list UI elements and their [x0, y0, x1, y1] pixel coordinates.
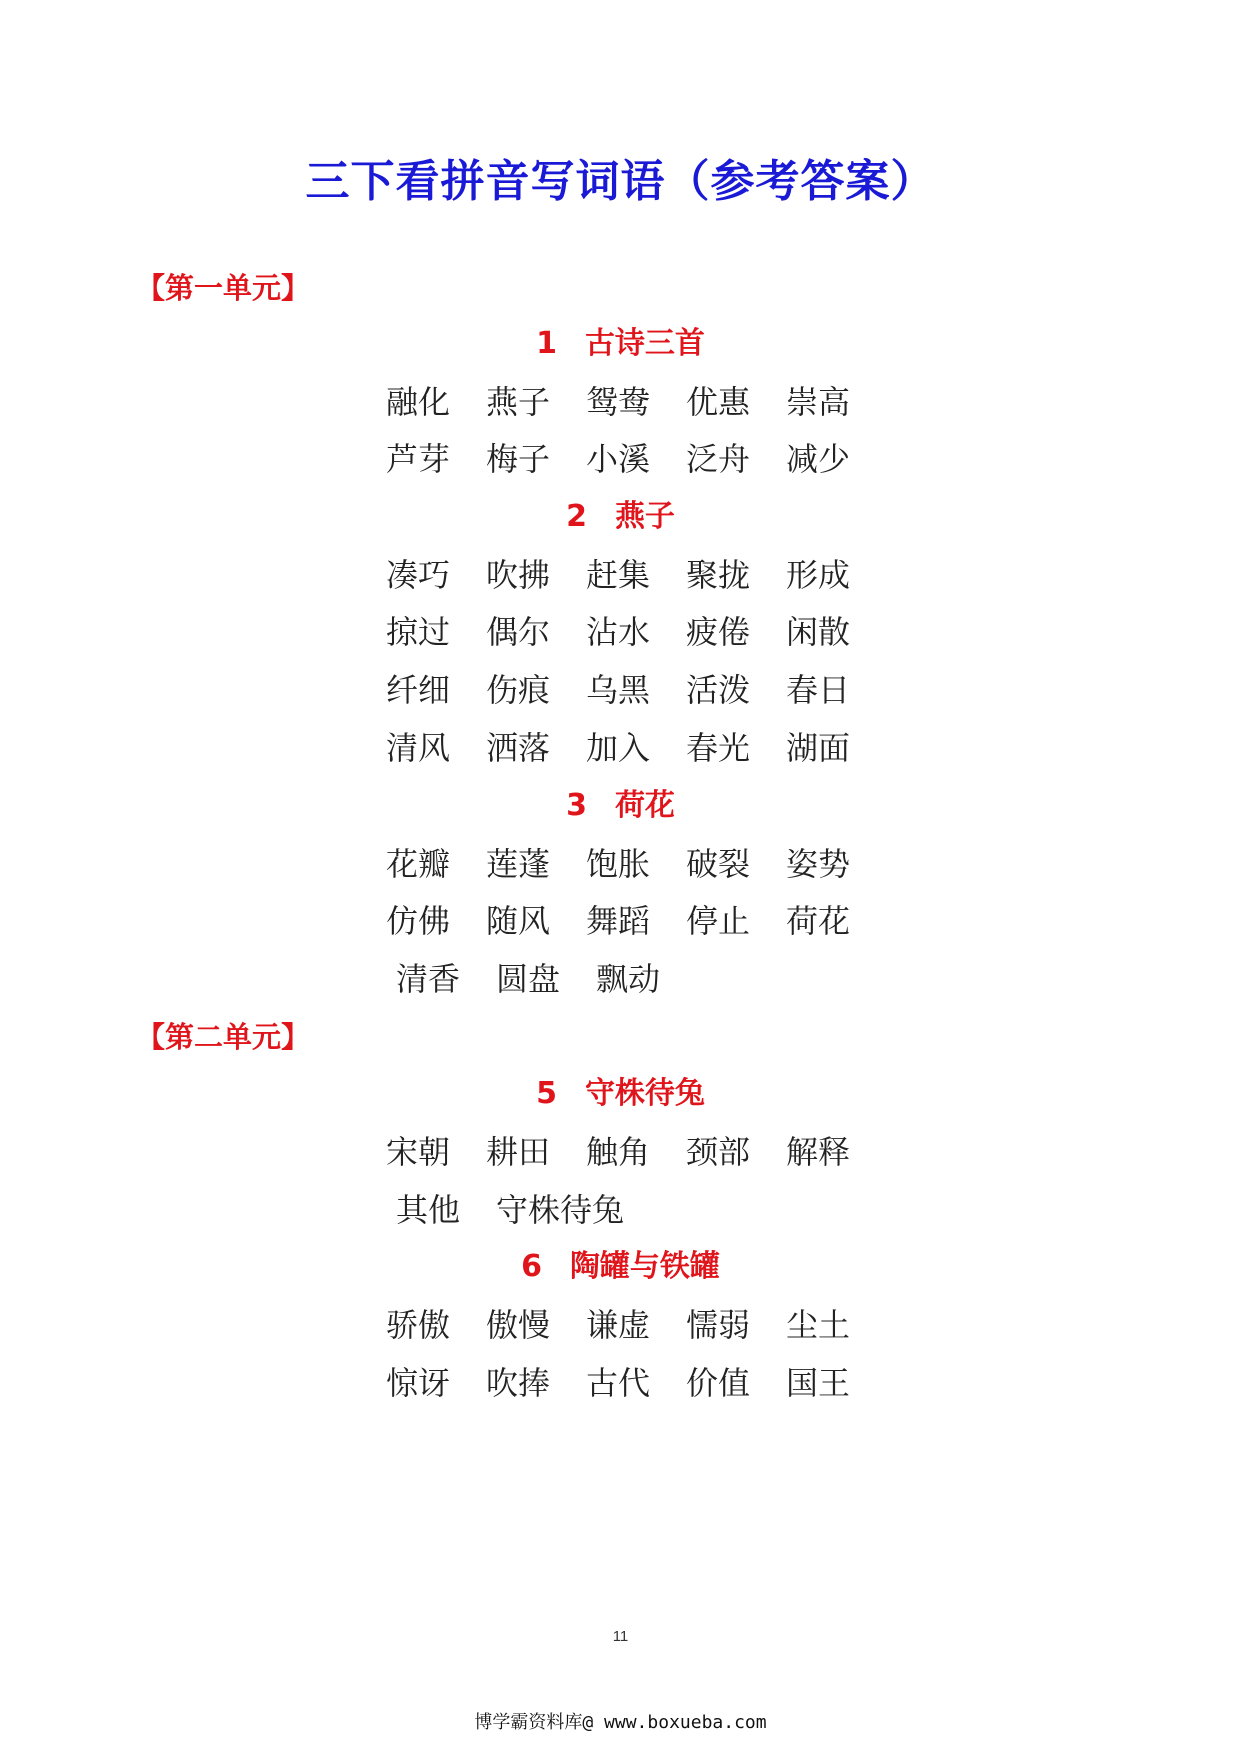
- word-row: [386, 899, 886, 943]
- page-title: 三下看拼音写词语（参考答案）: [305, 156, 936, 207]
- word: 形成: [786, 556, 851, 594]
- word: 价值: [686, 1364, 751, 1402]
- word: 古代: [586, 1364, 651, 1402]
- lesson-name: 燕子: [614, 499, 675, 534]
- word: 触角: [586, 1133, 651, 1171]
- lesson-heading: [0, 1247, 1241, 1287]
- word: 清香: [396, 960, 461, 998]
- word: 姿势: [786, 845, 851, 883]
- page-number: 11: [612, 1628, 629, 1645]
- word: 仿佛: [386, 902, 451, 940]
- word: 随风: [486, 902, 551, 940]
- word: 破裂: [686, 845, 751, 883]
- word: 颈部: [686, 1133, 751, 1171]
- word: 活泼: [686, 671, 751, 709]
- word: 湖面: [786, 729, 851, 767]
- word: 融化: [386, 383, 451, 421]
- word: 骄傲: [386, 1306, 451, 1344]
- word: 饱胀: [586, 845, 651, 883]
- lesson-heading: [0, 324, 1241, 364]
- word: 崇高: [786, 383, 851, 421]
- word: 舞蹈: [586, 902, 651, 940]
- unit-heading: 【第二单元】: [136, 1020, 311, 1054]
- word: 吹捧: [486, 1364, 551, 1402]
- word: 解释: [786, 1133, 851, 1171]
- lesson-heading: [0, 1074, 1241, 1114]
- word: 闲散: [786, 613, 851, 651]
- word-row: [386, 380, 886, 424]
- word: 荷花: [786, 902, 851, 940]
- unit-heading: 【第一单元】: [136, 271, 311, 305]
- word-row: [386, 726, 886, 770]
- word: 小溪: [586, 440, 651, 478]
- lesson-heading: [0, 497, 1241, 537]
- word: 圆盘: [496, 960, 561, 998]
- word: 宋朝: [386, 1133, 451, 1171]
- word: 尘土: [786, 1306, 851, 1344]
- word: 梅子: [486, 440, 551, 478]
- word: 清风: [386, 729, 451, 767]
- word-row: [386, 1130, 886, 1174]
- word: 国王: [786, 1364, 851, 1402]
- lesson-name: 陶罐与铁罐: [569, 1249, 720, 1284]
- lesson-name: 荷花: [614, 788, 675, 823]
- word: 沾水: [586, 613, 651, 651]
- word: 莲蓬: [486, 845, 551, 883]
- word: 懦弱: [686, 1306, 751, 1344]
- word: 掠过: [386, 613, 451, 651]
- word: 其他: [396, 1191, 461, 1229]
- word: 鸳鸯: [586, 383, 651, 421]
- word: 停止: [686, 902, 751, 940]
- word: 守株待兔: [496, 1191, 625, 1229]
- word: 赶集: [586, 556, 651, 594]
- word: 吹拂: [486, 556, 551, 594]
- lesson-number: 1: [536, 326, 557, 361]
- lesson-name: 守株待兔: [584, 1076, 705, 1111]
- word-row: [386, 668, 886, 712]
- word-row: [386, 842, 886, 886]
- word: 优惠: [686, 383, 751, 421]
- word: 泛舟: [686, 440, 751, 478]
- word: 花瓣: [386, 845, 451, 883]
- word: 燕子: [486, 383, 551, 421]
- word: 春光: [686, 729, 751, 767]
- word: 凑巧: [386, 556, 451, 594]
- word: 春日: [786, 671, 851, 709]
- word: 减少: [786, 440, 851, 478]
- lesson-heading: [0, 786, 1241, 826]
- word: 纤细: [386, 671, 451, 709]
- word: 谦虚: [586, 1306, 651, 1344]
- word: 芦芽: [386, 440, 451, 478]
- word-row: [396, 1188, 636, 1232]
- word-row: [386, 553, 886, 597]
- lesson-name: 古诗三首: [584, 326, 705, 361]
- word: 伤痕: [486, 671, 551, 709]
- word: 耕田: [486, 1133, 551, 1171]
- footer-watermark: 博学霸资料库@ www.boxueba.com: [474, 1712, 767, 1733]
- word: 惊讶: [386, 1364, 451, 1402]
- word: 偶尔: [486, 613, 551, 651]
- word: 疲倦: [686, 613, 751, 651]
- word: 傲慢: [486, 1306, 551, 1344]
- word: 聚拢: [686, 556, 751, 594]
- word-row: [396, 957, 696, 1001]
- word-row: [386, 610, 886, 654]
- word: 加入: [586, 729, 651, 767]
- word-row: [386, 1361, 886, 1405]
- word-row: [386, 437, 886, 481]
- lesson-number: 3: [566, 788, 587, 823]
- lesson-number: 6: [521, 1249, 542, 1284]
- word-row: [386, 1303, 886, 1347]
- lesson-number: 5: [536, 1076, 557, 1111]
- lesson-number: 2: [566, 499, 587, 534]
- word: 洒落: [486, 729, 551, 767]
- word: 乌黑: [586, 671, 651, 709]
- word: 飘动: [596, 960, 661, 998]
